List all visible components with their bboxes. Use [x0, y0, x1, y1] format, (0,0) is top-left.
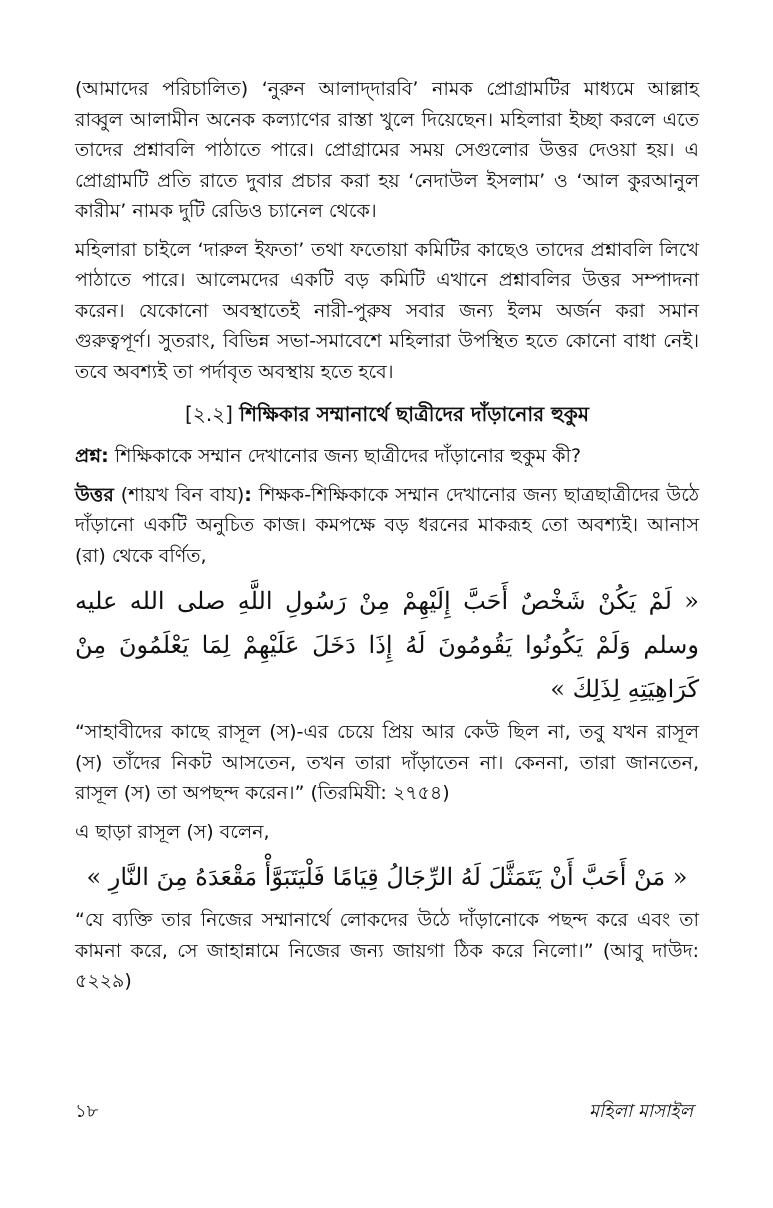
hadith-2-arabic: « مَنْ أَحَبَّ أَنْ يَتَمَثَّلَ لَهُ الرِّجَالُ قِيَامًا فَلْيَتَبَوَّأْ مَقْعَدَهُ مِنَ النَّارِ »	[86, 863, 688, 891]
hadith-1-translation: “সাহাবীদের কাছে রাসূল (স)-এর চেয়ে প্রিয় আর কেউ ছিল না, তবু যখন রাসূল (স) তাঁদের নিকট আসতেন, তখন তারা দাঁড়াতেন না। কেননা, তারা জানতেন, রাসূল (স) তা অপছন্দ করেন।” (তিরমিযী: ২৭৫৪)	[75, 721, 699, 804]
hadith-2-translation: “যে ব্যক্তি তার নিজের সম্মানার্থে লোকদের উঠে দাঁড়ানোকে পছন্দ করে এবং তা কামনা করে, সে জাহান্নামে নিজের জন্য জায়গা ঠিক করে নিলো।” (আবু দাউদ: ৫২২৯)	[75, 909, 699, 992]
hadith-1-arabic: « لَمْ يَكُنْ شَخْصٌ أَحَبَّ إِلَيْهِمْ مِنْ رَسُولِ اللَّهِ صلى الله عليه وسلم وَلَمْ يَكُونُوا يَقُومُونَ لَهُ إِذَا دَخَلَ عَلَيْهِمْ لِمَا يَعْلَمُونَ مِنْ كَرَاهِيَتِهِ لِذَلِكَ »	[75, 587, 699, 703]
hadith-2-intro: এ ছাড়া রাসূল (স) বলেন,	[75, 820, 270, 843]
paragraph-radio-program: (আমাদের পরিচালিত) ‘নুরুন আলাদ্‌দারবি’ নামক প্রোগ্রামটির মাধ্যমে আল্লাহ রাব্বুল আলামীন অনেক কল্যাণের রাস্তা খুলে দিয়েছেন। মহিলারা ইচ্ছা করলে এতে তাদের প্রশ্নাবলি পাঠাতে পারে। প্রোগ্রামের সময় সেগুলোর উত্তর দেওয়া হয়। এ প্রোগ্রামটি প্রতি রাতে দুবার প্রচার করা হয় ‘নেদাউল ইসলাম’ ও ‘আল কুরআনুল কারীম’ নামক দুটি রেডিও চ্যানেল থেকে।	[75, 78, 699, 222]
section-heading	[75, 399, 699, 429]
question-paragraph	[75, 441, 699, 472]
question-label: প্রশ্ন:	[75, 445, 109, 467]
paragraph-darul-ifta: মহিলারা চাইলে ‘দারুল ইফতা’ তথা ফতোয়া কমিটির কাছেও তাদের প্রশ্নাবলি লিখে পাঠাতে পারে। আলেমদের একটি বড় কমিটি এখানে প্রশ্নাবলির উত্তর সম্পাদনা করেন। যেকোনো অবস্থাতেই নারী-পুরুষ সবার জন্য ইলম অর্জন করা সমান গুরুত্বপূর্ণ। সুতরাং, বিভিন্ন সভা-সমাবেশে মহিলারা উপস্থিত হতে কোনো বাধা নেই। তবে অবশ্যই তা পর্দাবৃত অবস্থায় হতে হবে।	[75, 238, 699, 383]
question-text: শিক্ষিকাকে সম্মান দেখানোর জন্য ছাত্রীদের দাঁড়ানোর হুকুম কী?	[108, 445, 582, 467]
page-body	[75, 74, 699, 1005]
page-number: ১৮	[75, 1101, 99, 1122]
answer-text: শিক্ষক-শিক্ষিকাকে সম্মান দেখানোর জন্য ছাত্রছাত্রীদের উঠে দাঁড়ানো একটি অনুচিত কাজ। কমপক্ষে বড় ধরনের মাকরূহ তো অবশ্যই। আনাস (রা) থেকে বর্ণিত,	[75, 483, 699, 567]
section-title: শিক্ষিকার সম্মানার্থে ছাত্রীদের দাঁড়ানোর হুকুম	[239, 402, 589, 426]
answer-source: (শায়খ বিন বায)	[113, 483, 245, 506]
answer-colon: :	[244, 483, 252, 506]
answer-label: উত্তর	[75, 483, 114, 506]
answer-paragraph	[75, 480, 699, 572]
book-title: মহিলা মাসাইল	[588, 1101, 693, 1122]
section-number: [২.২]	[185, 402, 233, 426]
page-footer	[75, 1097, 699, 1127]
